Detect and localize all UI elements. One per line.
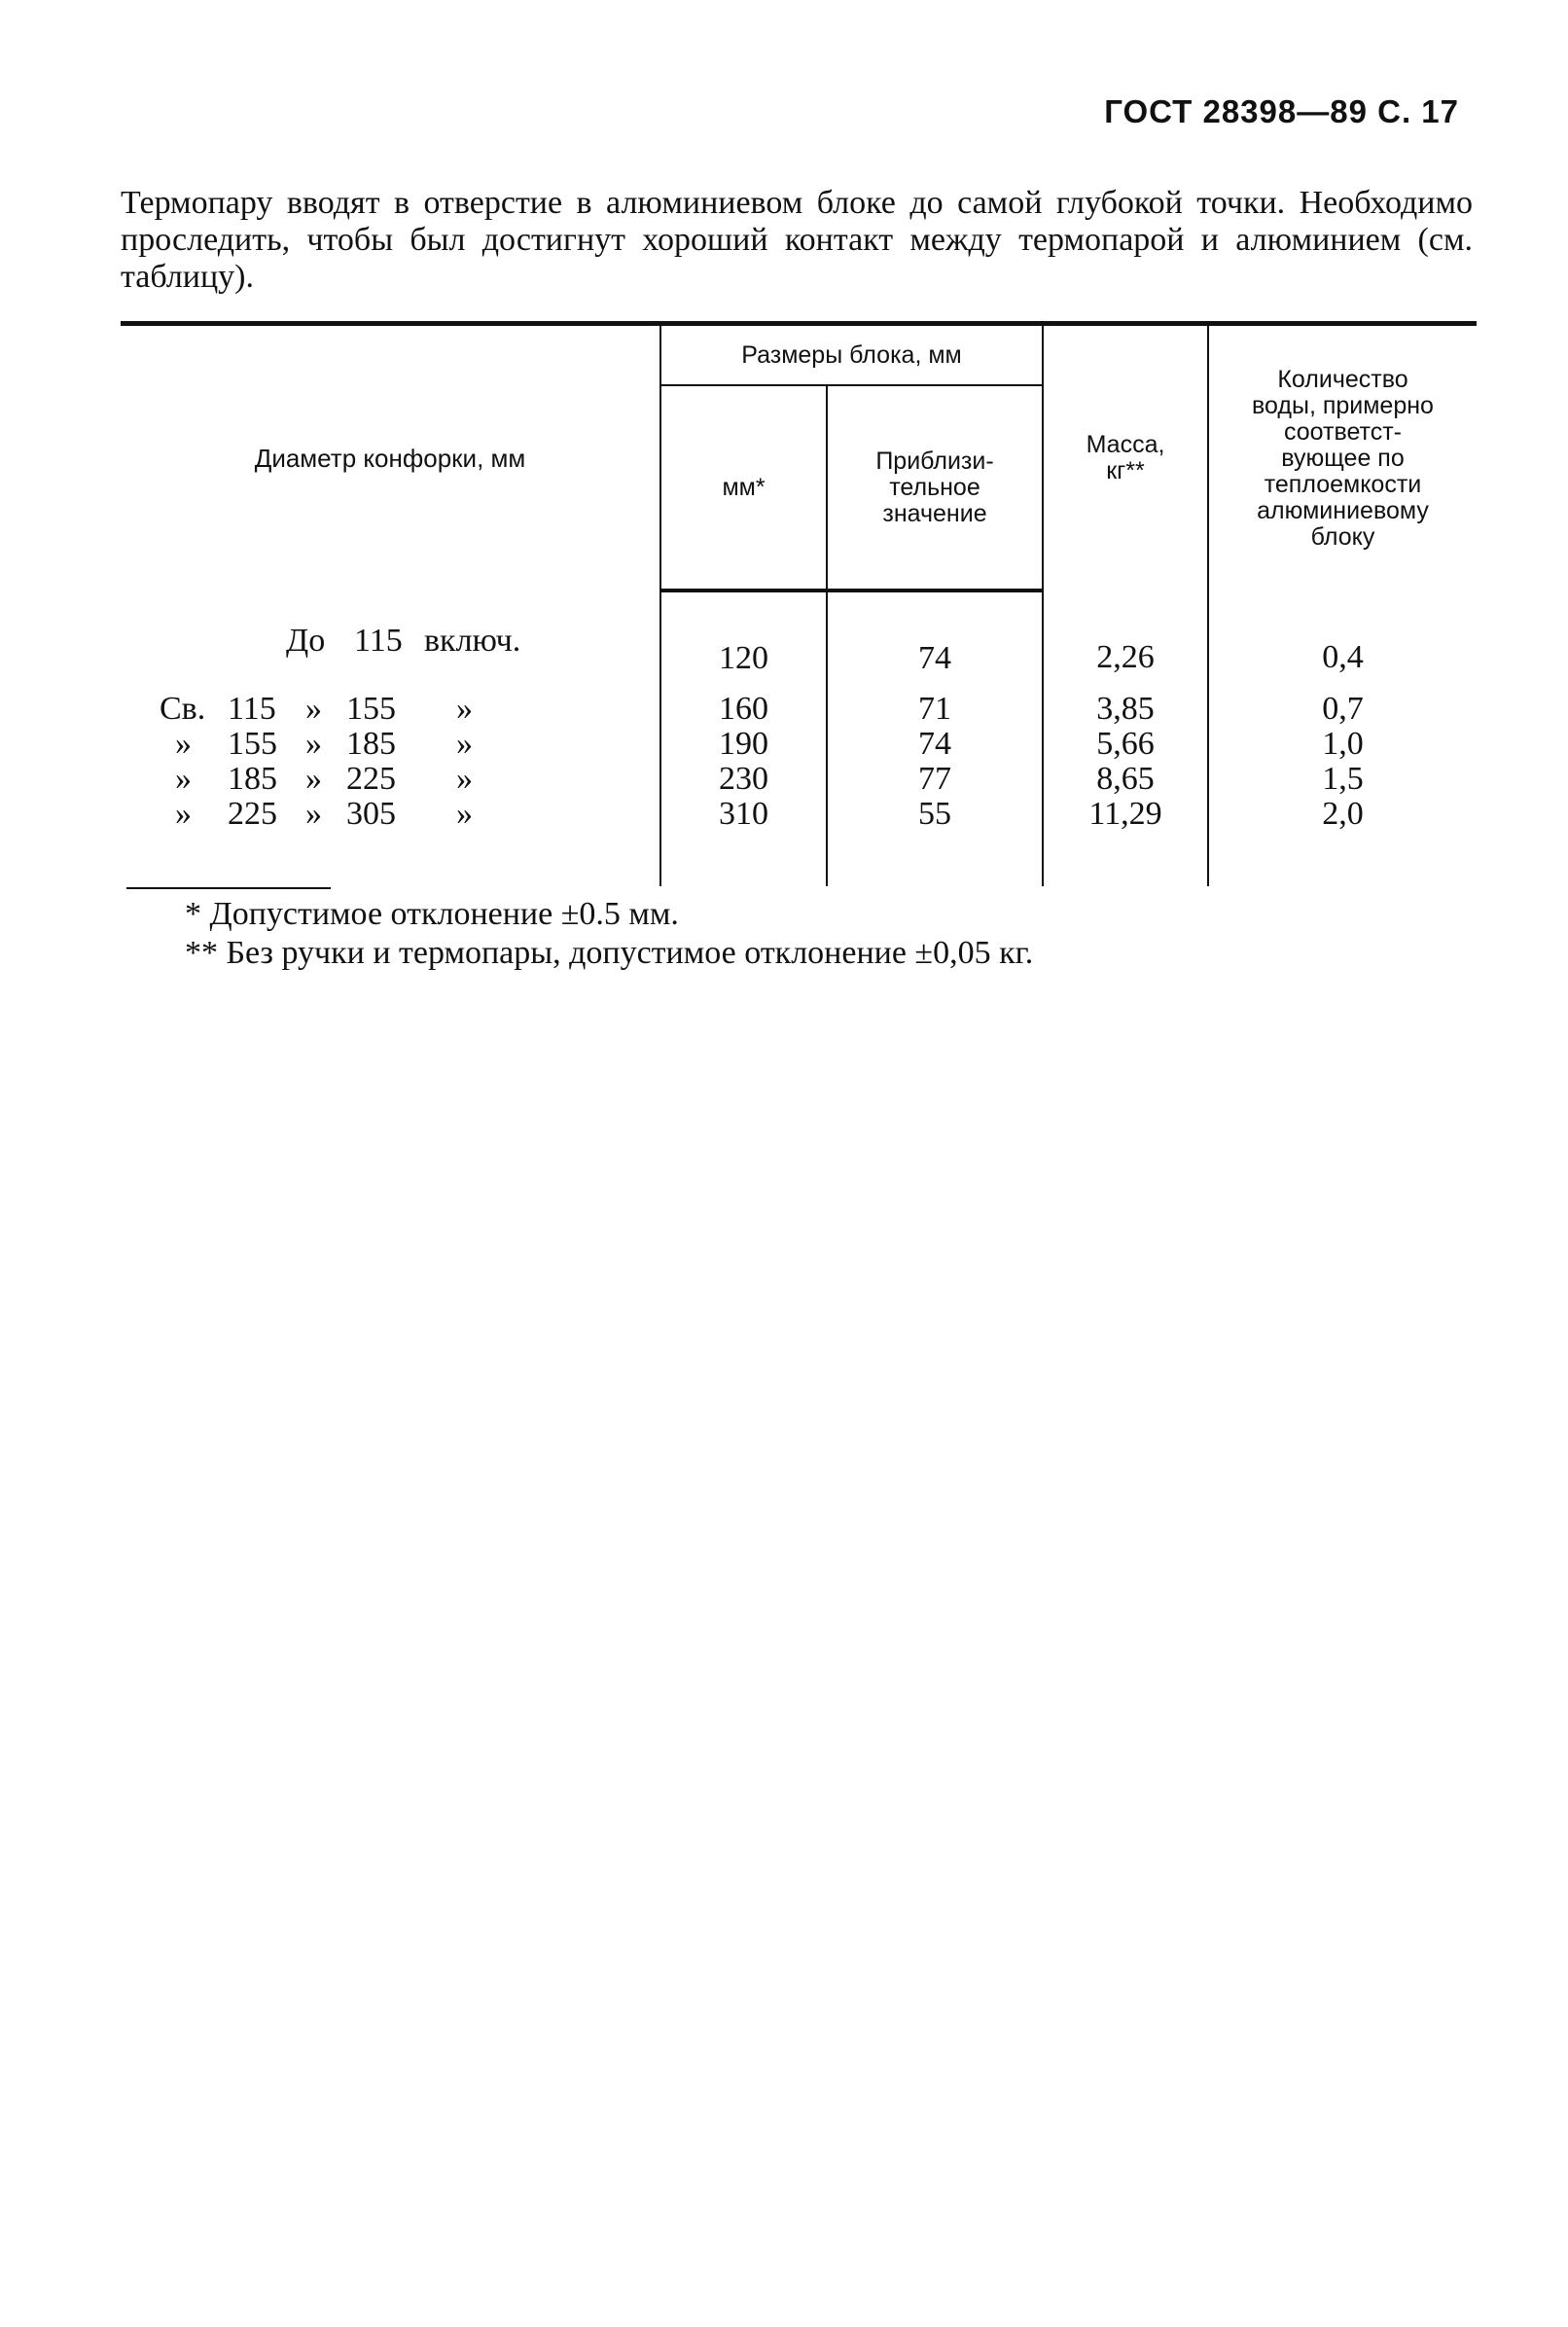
table-row [121,797,1477,886]
header-mm: мм* [660,385,827,591]
cell-mm: 120 [660,591,827,692]
block-dimensions-table [121,321,1477,886]
cell-mass: 11,29 [1043,797,1208,886]
diameter-to: 225 [346,761,396,797]
footnotes [185,895,1033,973]
header-block-dimensions: Размеры блока, мм [660,324,1043,386]
diameter-from: 185 [228,761,277,797]
table-row [121,692,1477,727]
cell-approx: 77 [827,762,1043,797]
cell-diameter [121,797,660,886]
diameter-ditto: » [456,761,473,797]
header-mass: Масса, кг** [1043,324,1208,591]
diameter-from: 115 [354,623,403,659]
cell-mass: 8,65 [1043,762,1208,797]
diameter-ditto: » [456,726,473,762]
diameter-from: 115 [228,691,276,727]
cell-mass: 2,26 [1043,591,1208,692]
header-diameter: Диаметр конфорки, мм [121,324,660,591]
header-approx: Приблизи- тельное значение [827,385,1043,591]
cell-water: 0,7 [1208,692,1477,727]
diameter-to: 185 [346,726,396,762]
diameter-prefix: Св. [160,691,206,727]
diameter-to: 305 [346,796,396,832]
cell-water: 2,0 [1208,797,1477,886]
table-row [121,762,1477,797]
cell-water: 0,4 [1208,591,1477,692]
diameter-ditto: » [456,796,473,832]
diameter-to: включ. [424,623,521,659]
footnote-1: * Допустимое отклонение ±0.5 мм. [185,896,679,932]
data-table-container [121,321,1477,886]
footnote-2: ** Без ручки и термопары, допустимое отклонение ±0,05 кг. [185,935,1034,971]
cell-water: 1,5 [1208,762,1477,797]
diameter-prefix: » [175,726,192,762]
cell-mm: 160 [660,692,827,727]
cell-diameter [121,727,660,762]
diameter-prefix: До [286,623,326,659]
diameter-sep: » [305,691,322,727]
diameter-prefix: » [175,796,192,832]
cell-approx: 74 [827,591,1043,692]
cell-mm: 310 [660,797,827,886]
diameter-from: 225 [228,796,277,832]
header-water-amount: Количество воды, примерно соответст- вующее по теплоемкости алюминиевому блоку [1208,324,1477,591]
table-row [121,591,1477,692]
diameter-to: 155 [346,691,396,727]
diameter-prefix: » [175,761,192,797]
cell-diameter [121,762,660,797]
diameter-sep: » [305,796,322,832]
cell-diameter [121,692,660,727]
cell-mm: 230 [660,762,827,797]
diameter-ditto: » [456,691,473,727]
cell-mass: 3,85 [1043,692,1208,727]
cell-approx: 55 [827,797,1043,886]
cell-mm: 190 [660,727,827,762]
intro-paragraph: Термопару вводят в отверстие в алюминиевом блоке до самой глубокой точки. Необходимо проследить, чтобы был достигнут хороший контакт между термопарой и алюминием (см. таблицу). [121,185,1473,295]
table-row [121,727,1477,762]
footnote-divider [126,887,331,889]
diameter-sep: » [305,726,322,762]
cell-approx: 74 [827,727,1043,762]
cell-mass: 5,66 [1043,727,1208,762]
diameter-from: 155 [228,726,277,762]
cell-diameter [121,591,660,692]
cell-approx: 71 [827,692,1043,727]
diameter-sep: » [305,761,322,797]
page-header: ГОСТ 28398—89 С. 17 [1104,93,1459,129]
cell-water: 1,0 [1208,727,1477,762]
